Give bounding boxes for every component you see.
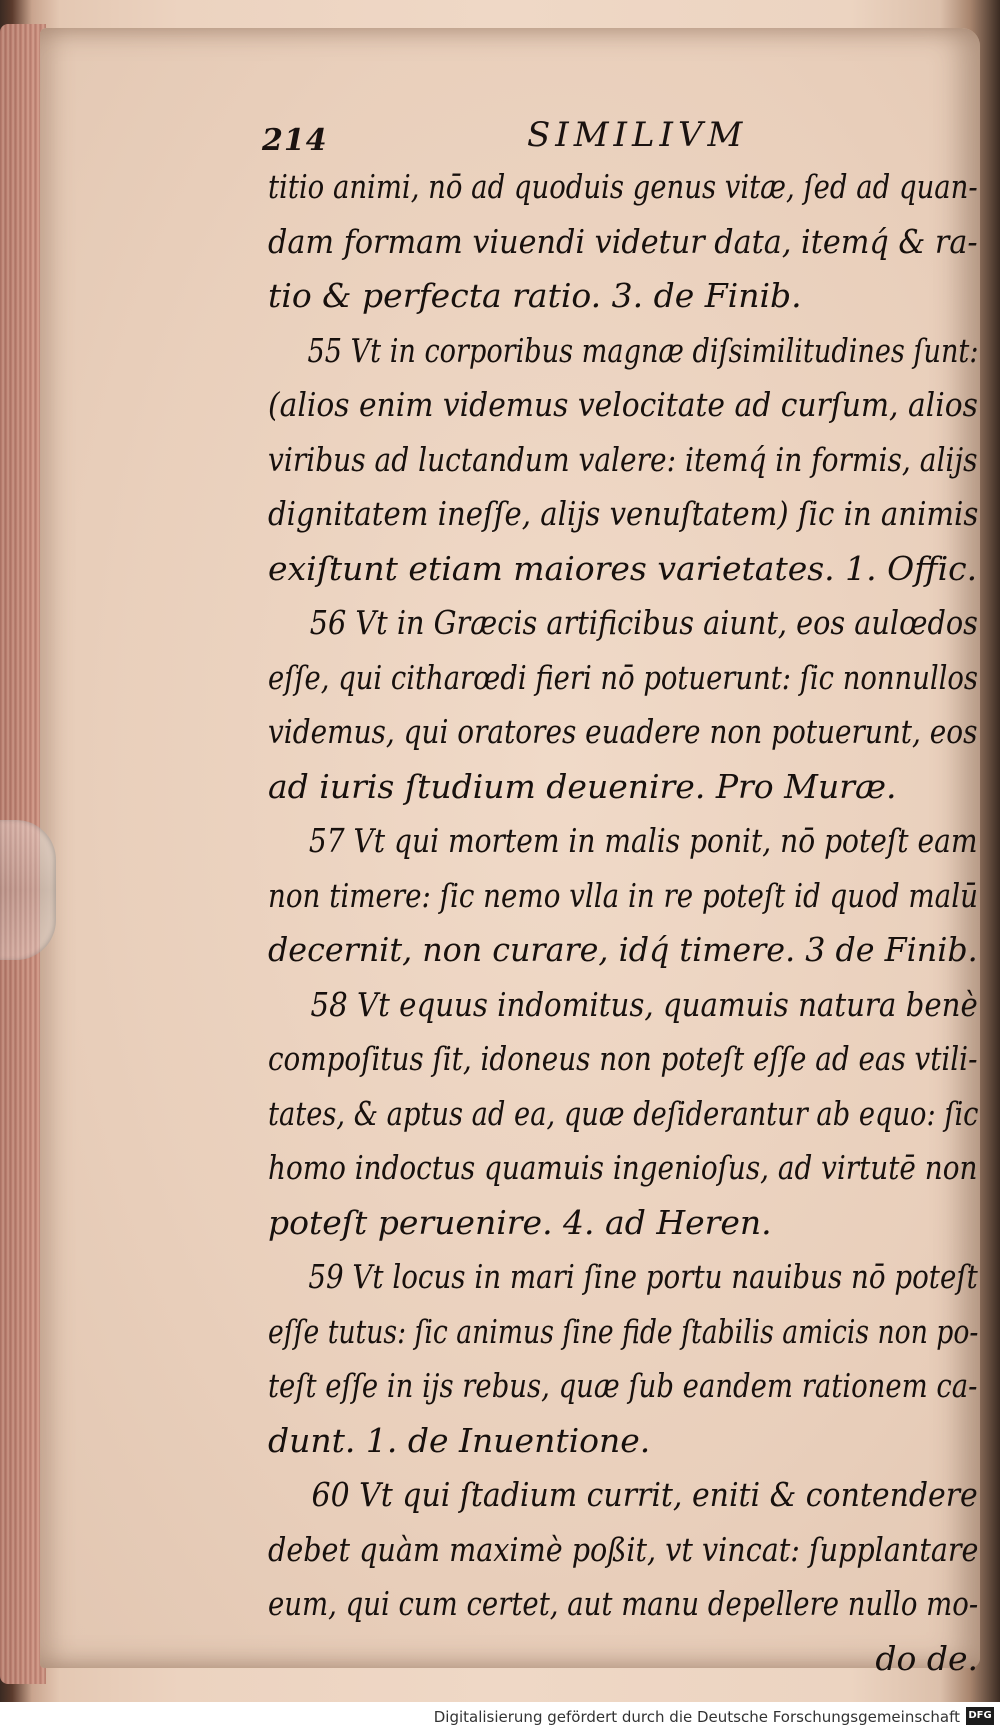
text-line: viribus ad luctandum valere: itemq́ in formis, alijs [268,439,978,479]
text-line: eſſe tutus: ſic animus ſine fide ſtabilis amicis non po- [268,1311,979,1351]
page-number: 214 [262,123,328,158]
page-header [0,105,1000,158]
digitization-footer [0,1702,1000,1733]
text-line: do de. [875,1638,978,1678]
text-line: 57 Vt qui mortem in malis ponit, nō poteſt eam [308,821,978,860]
footer-credit: Digitalisierung gefördert durch die Deutsche Forschungsgemeinschaft [433,1708,960,1726]
text-line: 59 Vt locus in mari ſine portu nauibus nō poteſt [308,1257,978,1296]
text-line: tates, & aptus ad ea, quæ deſiderantur ab equo: ſic [268,1093,979,1133]
text-line: decernit, non curare, idq́ timere. 3 de Finib. [268,930,978,969]
text-line: debet quàm maximè poßit, vt vincat: ſupplantare [268,1529,979,1569]
text-line: teſt eſſe in ijs rebus, quæ ſub eandem rationem ca- [268,1366,978,1405]
text-line: 58 Vt equus indomitus, quamuis natura benè [310,984,978,1024]
text-line: dignitatem ineſſe, alijs venuſtatem) ſic in animis [268,494,979,533]
text-line: dam formam viuendi videtur data, itemq́ & ra- [268,221,978,261]
text-line: eum, qui cum certet, aut manu depellere nullo mo- [268,1584,979,1623]
text-line: poteſt peruenire. 4. ad Heren. [268,1202,772,1242]
text-line: titio animi, nō ad quoduis genus vitæ, ſed ad quan- [268,167,978,206]
text-line: eſſe, qui citharœdi fieri nō potuerunt: ſic nonnullos [268,657,978,697]
text-line: dunt. 1. de Inuentione. [268,1420,651,1460]
running-head: SIMILIVM [527,115,748,155]
body-text [268,160,978,1686]
text-line: compoſitus ſit, idoneus non poteſt eſſe ad eas vtili- [268,1039,978,1078]
text-line: videmus, qui oratores euadere non potuerunt, eos [268,712,978,751]
text-line: 60 Vt qui ſtadium currit, eniti & contendere [311,1475,978,1514]
text-line: ad iuris ſtudium deuenire. Pro Muræ. [268,766,897,806]
text-line: tio & perfecta ratio. 3. de Finib. [268,276,802,315]
text-line: non timere: ſic nemo vlla in re poteſt id quod malū [268,875,978,915]
text-line: (alios enim videmus velocitate ad curſum, alios [268,385,978,424]
text-line: exiſtunt etiam maiores varietates. 1. Offic. [268,548,978,588]
text-line: homo indoctus quamuis ingenioſus, ad virtutē non [268,1148,978,1187]
book-clasp [0,820,56,960]
dfg-logo-icon: DFG [966,1707,994,1725]
text-line: 56 Vt in Græcis artificibus aiunt, eos aulœdos [309,603,978,642]
text-line: 55 Vt in corporibus magnæ diſsimilitudines ſunt: [307,330,979,370]
